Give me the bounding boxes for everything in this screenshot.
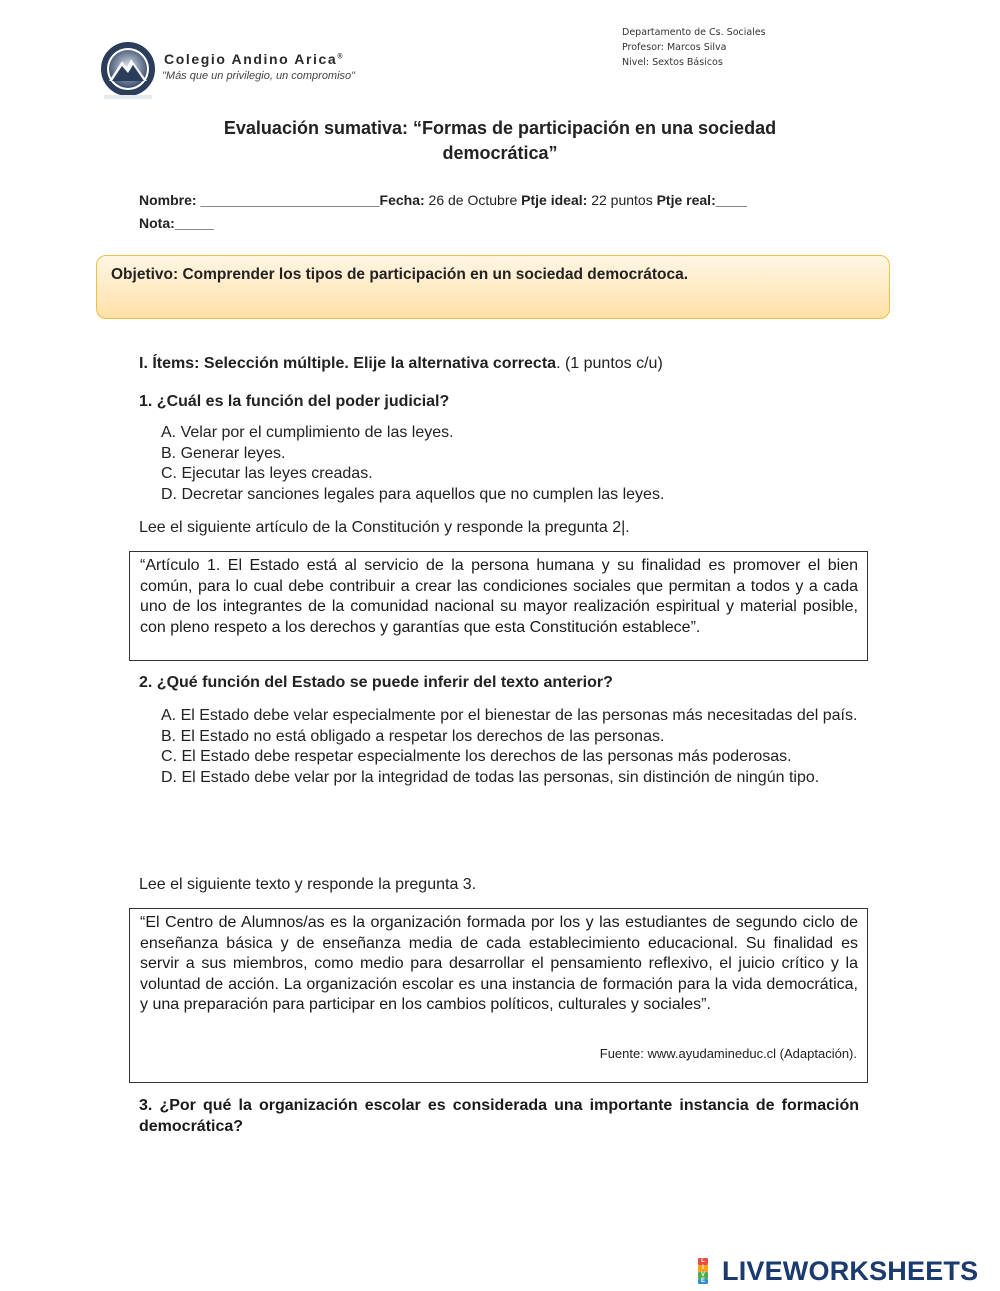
name-field[interactable]: Nombre: _______________________ — [139, 192, 380, 208]
student-center-quote-text: “El Centro de Alumnos/as es la organización formada por los y las estudiantes de segundo ciclo de enseñanza básica y de enseñanza media de cada establecimiento educacional. Su finalidad es servir a sus miembros, como medio para desarrollar el pensamiento reflexivo, el juicio crítico y la voluntad de acción. La organización escolar es una instancia de formación para la vida democrática, y una preparación para participar en los cambios políticos, culturales y sociales”. — [140, 914, 858, 1013]
option-2a[interactable]: A. El Estado debe velar especialmente por el bienestar de las personas más necesitadas del país. — [161, 707, 858, 724]
real-score-field[interactable]: Ptje real:____ — [656, 192, 747, 208]
constitution-quote-text: “Artículo 1. El Estado está al servicio de la persona humana y su finalidad es promover el bien común, para lo cual debe contribuir a crear las condiciones sociales que permitan a todos y a cada uno de los integrantes de la comunidad nacional su mayor realización espiritual y material posible, con pleno respeto a los derechos y garantías que esta Constitución establece”. — [140, 557, 858, 636]
liveworksheets-text: LIVEWORKSHEETS — [722, 1256, 979, 1286]
ideal-score-label: Ptje ideal: — [521, 192, 588, 208]
mountain-emblem-icon — [100, 33, 162, 111]
teacher-line: Profesor: Marcos Silva — [622, 42, 727, 53]
option-1d[interactable]: D. Decretar sanciones legales para aquellos que no cumplen las leyes. — [161, 485, 665, 503]
title-line-1: Evaluación sumativa: “Formas de participación en una sociedad — [223, 118, 777, 138]
logo-block-e: E — [698, 1279, 708, 1284]
reading-instruction-3: Lee el siguiente texto y responde la pregunta 3. — [139, 876, 477, 893]
logo-block-i: I — [698, 1265, 708, 1272]
student-center-quote-box — [129, 908, 868, 1083]
option-1a[interactable]: A. Velar por el cumplimiento de las leyes. — [161, 424, 454, 441]
school-logo — [100, 33, 400, 111]
option-2c[interactable]: C. El Estado debe respetar especialmente los derechos de las personas más poderosas. — [161, 748, 792, 765]
question-2-options — [161, 706, 866, 788]
grade-field[interactable]: Nota:_____ — [139, 215, 214, 231]
question-2: 2. ¿Qué función del Estado se puede inferir del texto anterior? — [139, 674, 613, 691]
ideal-score-value: 22 puntos — [587, 192, 657, 208]
date-label: Fecha: — [379, 192, 425, 208]
quote-source: Fuente: www.ayudamineduc.cl (Adaptación). — [599, 1046, 857, 1061]
school-motto: "Más que un privilegio, un compromiso" — [162, 70, 356, 82]
option-1c[interactable]: C. Ejecutar las leyes creadas. — [161, 465, 373, 482]
logo-block-l: L — [698, 1258, 708, 1265]
objective-text: Objetivo: Comprender los tipos de participación en un sociedad democrátoca. — [111, 266, 689, 283]
section-points: . (1 puntos c/u) — [556, 355, 663, 372]
option-2d[interactable]: D. El Estado debe velar por la integridad de todas las personas, sin distinción de ningún tipo. — [161, 768, 820, 786]
date-value: 26 de Octubre — [424, 192, 522, 208]
section-heading — [139, 354, 663, 375]
department-info — [622, 25, 766, 70]
logo-block-v: V — [698, 1272, 708, 1279]
department-line: Departamento de Cs. Sociales — [622, 27, 766, 38]
school-name: Colegio Andino Arica® — [164, 51, 343, 67]
constitution-quote-box — [129, 551, 868, 661]
section-title: I. Ítems: Selección múltiple. Elije la alternativa correcta — [139, 355, 557, 372]
title-line-2: democrática” — [442, 143, 558, 163]
reading-instruction-2: Lee el siguiente artículo de la Constitución y responde la pregunta 2|. — [139, 519, 630, 536]
liveworksheets-logo-icon — [698, 1258, 722, 1284]
question-1-options — [161, 423, 664, 505]
question-1: 1. ¿Cuál es la función del poder judicial? — [139, 393, 450, 410]
option-2b[interactable]: B. El Estado no está obligado a respetar los derechos de las personas. — [161, 727, 665, 745]
option-1b[interactable]: B. Generar leyes. — [161, 444, 286, 462]
student-fields — [139, 189, 747, 235]
objective-box — [96, 255, 890, 319]
question-3: 3. ¿Por qué la organización escolar es considerada una importante instancia de formación democrática? — [139, 1097, 859, 1135]
page-title — [150, 116, 850, 166]
level-line: Nivel: Sextos Básicos — [622, 57, 723, 68]
